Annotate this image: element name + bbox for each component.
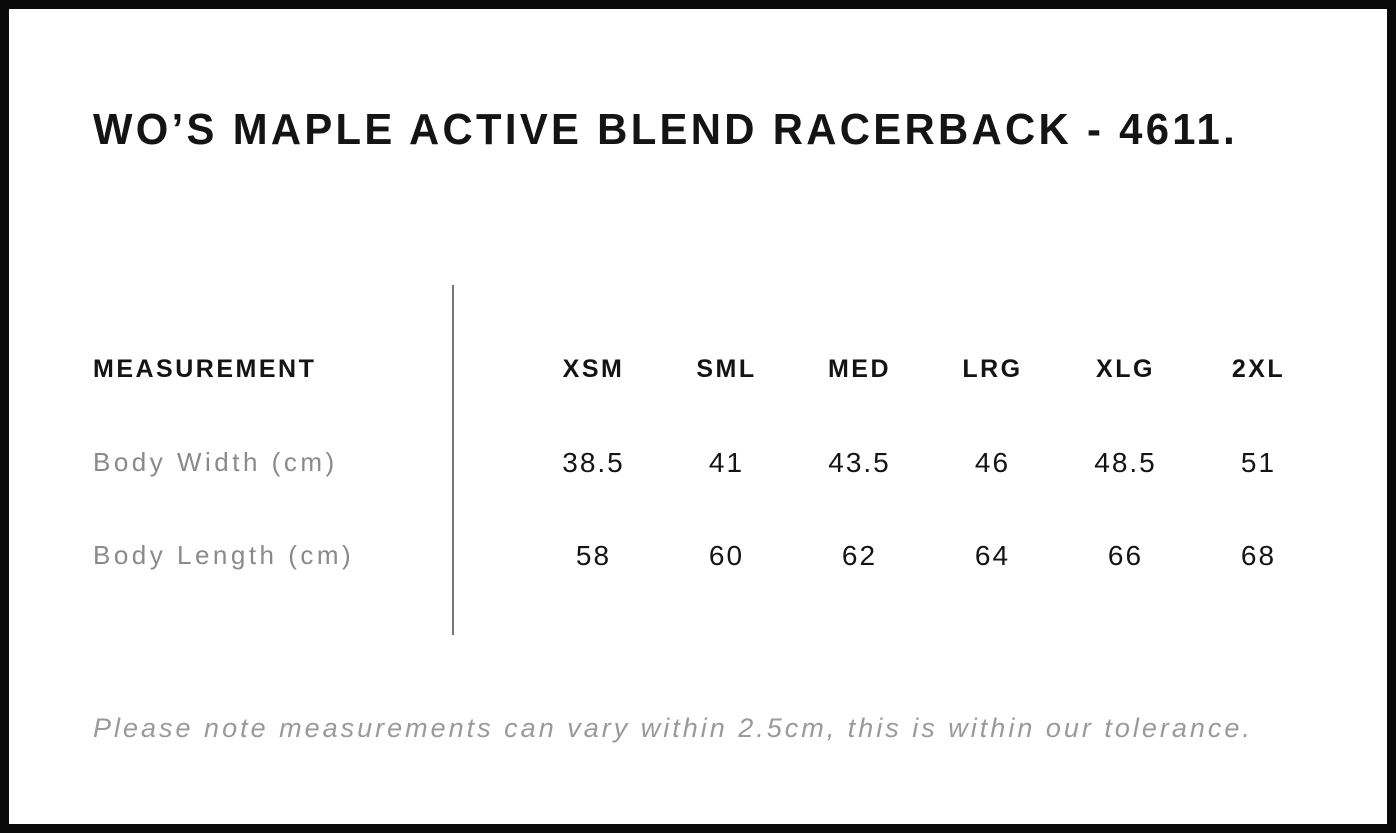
body-length-2xl-value: 68 — [1240, 539, 1277, 571]
size-table — [93, 285, 1325, 635]
table-divider-line — [452, 285, 454, 635]
column-header-2xl: 2XL — [1231, 355, 1286, 383]
body-width-lrg-value: 46 — [974, 446, 1011, 478]
row-label-body-width: Body Width (cm) — [93, 447, 338, 477]
column-header-sml: SML — [696, 355, 757, 383]
column-header-med: MED — [827, 355, 892, 383]
body-width-med-value: 43.5 — [828, 446, 891, 478]
column-header-measurement: MEASUREMENT — [93, 355, 317, 383]
body-width-2xl-value: 51 — [1240, 446, 1277, 478]
tolerance-note: Please note measurements can vary within 2.5cm, this is within our tolerance. — [93, 713, 1253, 743]
column-header-xlg: XLG — [1096, 355, 1155, 383]
body-length-med-value: 62 — [841, 539, 878, 571]
body-length-sml-value: 60 — [708, 539, 745, 571]
body-width-sml-value: 41 — [708, 446, 745, 478]
body-length-lrg-value: 64 — [974, 539, 1011, 571]
column-header-xsm: XSM — [562, 355, 625, 383]
body-length-xsm-value: 58 — [575, 539, 612, 571]
body-length-xlg-value: 66 — [1107, 539, 1144, 571]
column-header-lrg: LRG — [962, 355, 1023, 383]
row-label-body-length: Body Length (cm) — [93, 540, 355, 570]
body-width-xlg-value: 48.5 — [1094, 446, 1157, 478]
product-title: WO’S MAPLE ACTIVE BLEND RACERBACK - 4611. — [93, 105, 1239, 154]
body-width-xsm-value: 38.5 — [562, 446, 625, 478]
